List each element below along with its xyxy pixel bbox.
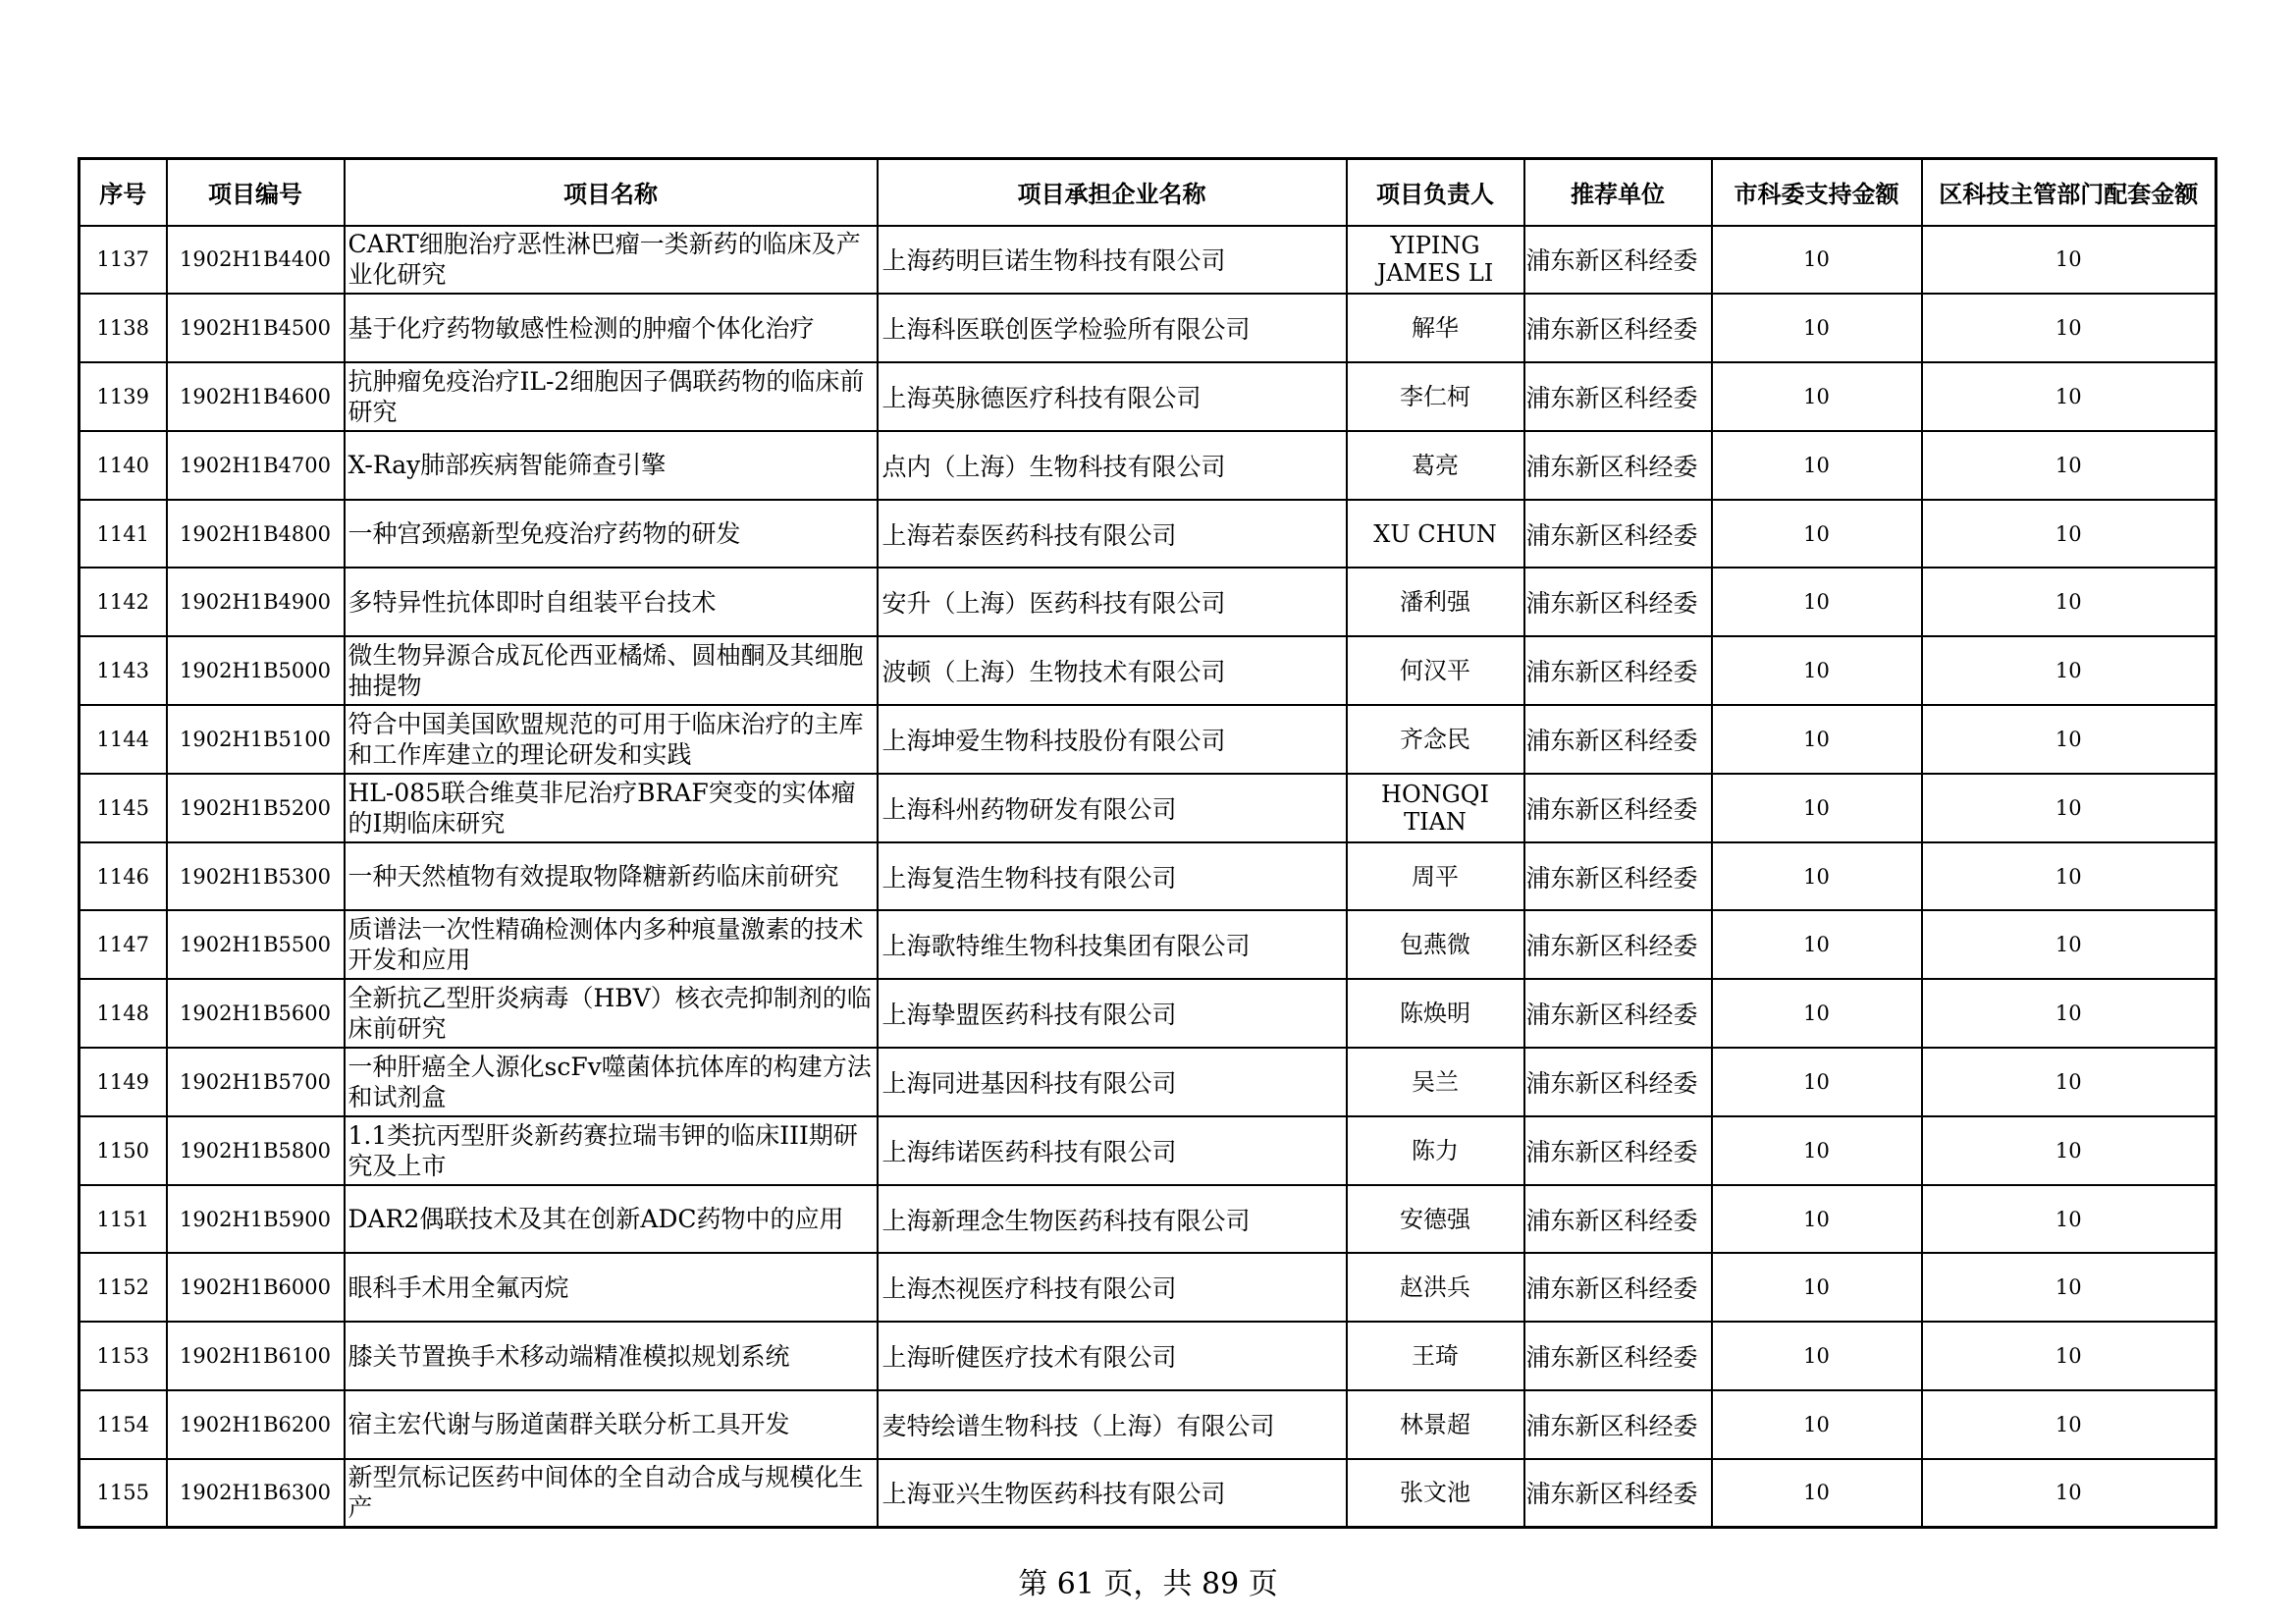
project-leader: 周平 xyxy=(1347,842,1524,911)
project-leader: 葛亮 xyxy=(1347,431,1524,500)
table-row xyxy=(80,705,2216,774)
district-matching-amount: 10 xyxy=(1922,910,2216,979)
company-name: 上海英脉德医疗科技有限公司 xyxy=(878,362,1347,431)
header-cell: 项目名称 xyxy=(345,159,878,226)
company-name: 上海坤爱生物科技股份有限公司 xyxy=(878,705,1347,774)
row-number: 1149 xyxy=(80,1048,167,1116)
row-number: 1142 xyxy=(80,568,167,636)
project-leader: 李仁柯 xyxy=(1347,362,1524,431)
project-name: 眼科手术用全氟丙烷 xyxy=(345,1253,878,1322)
company-name: 上海复浩生物科技有限公司 xyxy=(878,842,1347,911)
row-number: 1143 xyxy=(80,636,167,705)
recommending-unit: 浦东新区科经委 xyxy=(1524,979,1712,1048)
city-support-amount: 10 xyxy=(1712,362,1922,431)
recommending-unit: 浦东新区科经委 xyxy=(1524,705,1712,774)
company-name: 上海歌特维生物科技集团有限公司 xyxy=(878,910,1347,979)
recommending-unit: 浦东新区科经委 xyxy=(1524,774,1712,842)
table-row xyxy=(80,910,2216,979)
recommending-unit: 浦东新区科经委 xyxy=(1524,1185,1712,1254)
city-support-amount: 10 xyxy=(1712,774,1922,842)
project-code: 1902H1B5200 xyxy=(167,774,345,842)
company-name: 上海亚兴生物医药科技有限公司 xyxy=(878,1459,1347,1528)
city-support-amount: 10 xyxy=(1712,910,1922,979)
project-code: 1902H1B5000 xyxy=(167,636,345,705)
city-support-amount: 10 xyxy=(1712,1322,1922,1390)
table-row xyxy=(80,636,2216,705)
table-row xyxy=(80,1322,2216,1390)
city-support-amount: 10 xyxy=(1712,636,1922,705)
project-code: 1902H1B4800 xyxy=(167,500,345,568)
row-number: 1152 xyxy=(80,1253,167,1322)
project-leader: 陈力 xyxy=(1347,1116,1524,1185)
recommending-unit: 浦东新区科经委 xyxy=(1524,910,1712,979)
table-row xyxy=(80,500,2216,568)
table-row xyxy=(80,568,2216,636)
row-number: 1141 xyxy=(80,500,167,568)
table-row xyxy=(80,1048,2216,1116)
row-number: 1155 xyxy=(80,1459,167,1528)
row-number: 1139 xyxy=(80,362,167,431)
header-cell: 项目负责人 xyxy=(1347,159,1524,226)
row-number: 1146 xyxy=(80,842,167,911)
row-number: 1145 xyxy=(80,774,167,842)
project-name: CART细胞治疗恶性淋巴瘤一类新药的临床及产业化研究 xyxy=(345,226,878,295)
project-leader: 王琦 xyxy=(1347,1322,1524,1390)
project-name: X-Ray肺部疾病智能筛查引擎 xyxy=(345,431,878,500)
row-number: 1153 xyxy=(80,1322,167,1390)
district-matching-amount: 10 xyxy=(1922,1322,2216,1390)
city-support-amount: 10 xyxy=(1712,1253,1922,1322)
table-row xyxy=(80,226,2216,295)
row-number: 1144 xyxy=(80,705,167,774)
city-support-amount: 10 xyxy=(1712,1390,1922,1459)
row-number: 1140 xyxy=(80,431,167,500)
project-name: 膝关节置换手术移动端精准模拟规划系统 xyxy=(345,1322,878,1390)
district-matching-amount: 10 xyxy=(1922,294,2216,362)
city-support-amount: 10 xyxy=(1712,568,1922,636)
recommending-unit: 浦东新区科经委 xyxy=(1524,431,1712,500)
district-matching-amount: 10 xyxy=(1922,636,2216,705)
project-code: 1902H1B4700 xyxy=(167,431,345,500)
district-matching-amount: 10 xyxy=(1922,1185,2216,1254)
company-name: 上海若泰医药科技有限公司 xyxy=(878,500,1347,568)
table-row xyxy=(80,1185,2216,1254)
city-support-amount: 10 xyxy=(1712,500,1922,568)
company-name: 麦特绘谱生物科技（上海）有限公司 xyxy=(878,1390,1347,1459)
recommending-unit: 浦东新区科经委 xyxy=(1524,568,1712,636)
recommending-unit: 浦东新区科经委 xyxy=(1524,1459,1712,1528)
company-name: 上海昕健医疗技术有限公司 xyxy=(878,1322,1347,1390)
project-name: 一种肝癌全人源化scFv噬菌体抗体库的构建方法和试剂盒 xyxy=(345,1048,878,1116)
project-name: 基于化疗药物敏感性检测的肿瘤个体化治疗 xyxy=(345,294,878,362)
project-name: 多特异性抗体即时自组装平台技术 xyxy=(345,568,878,636)
city-support-amount: 10 xyxy=(1712,1048,1922,1116)
district-matching-amount: 10 xyxy=(1922,705,2216,774)
project-code: 1902H1B4500 xyxy=(167,294,345,362)
company-name: 上海药明巨诺生物科技有限公司 xyxy=(878,226,1347,295)
district-matching-amount: 10 xyxy=(1922,362,2216,431)
row-number: 1151 xyxy=(80,1185,167,1254)
table-row xyxy=(80,1116,2216,1185)
district-matching-amount: 10 xyxy=(1922,1116,2216,1185)
recommending-unit: 浦东新区科经委 xyxy=(1524,500,1712,568)
district-matching-amount: 10 xyxy=(1922,1048,2216,1116)
table-row xyxy=(80,1390,2216,1459)
project-code: 1902H1B6000 xyxy=(167,1253,345,1322)
project-name: 质谱法一次性精确检测体内多种痕量激素的技术开发和应用 xyxy=(345,910,878,979)
project-code: 1902H1B5800 xyxy=(167,1116,345,1185)
header-cell: 推荐单位 xyxy=(1524,159,1712,226)
project-leader: 张文池 xyxy=(1347,1459,1524,1528)
recommending-unit: 浦东新区科经委 xyxy=(1524,294,1712,362)
header-cell: 项目承担企业名称 xyxy=(878,159,1347,226)
city-support-amount: 10 xyxy=(1712,979,1922,1048)
table-row xyxy=(80,979,2216,1048)
project-name: DAR2偶联技术及其在创新ADC药物中的应用 xyxy=(345,1185,878,1254)
project-name: HL-085联合维莫非尼治疗BRAF突变的实体瘤的I期临床研究 xyxy=(345,774,878,842)
row-number: 1150 xyxy=(80,1116,167,1185)
recommending-unit: 浦东新区科经委 xyxy=(1524,1322,1712,1390)
city-support-amount: 10 xyxy=(1712,294,1922,362)
project-leader: 林景超 xyxy=(1347,1390,1524,1459)
district-matching-amount: 10 xyxy=(1922,1390,2216,1459)
project-code: 1902H1B5600 xyxy=(167,979,345,1048)
row-number: 1138 xyxy=(80,294,167,362)
city-support-amount: 10 xyxy=(1712,431,1922,500)
district-matching-amount: 10 xyxy=(1922,774,2216,842)
project-name: 1.1类抗丙型肝炎新药赛拉瑞韦钾的临床III期研究及上市 xyxy=(345,1116,878,1185)
project-leader: 潘利强 xyxy=(1347,568,1524,636)
project-leader: 吴兰 xyxy=(1347,1048,1524,1116)
header-cell: 区科技主管部门配套金额 xyxy=(1922,159,2216,226)
header-cell: 市科委支持金额 xyxy=(1712,159,1922,226)
district-matching-amount: 10 xyxy=(1922,1459,2216,1528)
company-name: 点内（上海）生物科技有限公司 xyxy=(878,431,1347,500)
district-matching-amount: 10 xyxy=(1922,842,2216,911)
project-code: 1902H1B6200 xyxy=(167,1390,345,1459)
project-leader: 齐念民 xyxy=(1347,705,1524,774)
project-code: 1902H1B5300 xyxy=(167,842,345,911)
district-matching-amount: 10 xyxy=(1922,1253,2216,1322)
company-name: 上海挚盟医药科技有限公司 xyxy=(878,979,1347,1048)
row-number: 1137 xyxy=(80,226,167,295)
district-matching-amount: 10 xyxy=(1922,568,2216,636)
project-leader: 何汉平 xyxy=(1347,636,1524,705)
table-body xyxy=(80,226,2216,1528)
project-name: 微生物异源合成瓦伦西亚橘烯、圆柚酮及其细胞抽提物 xyxy=(345,636,878,705)
city-support-amount: 10 xyxy=(1712,1116,1922,1185)
recommending-unit: 浦东新区科经委 xyxy=(1524,636,1712,705)
city-support-amount: 10 xyxy=(1712,1185,1922,1254)
project-table xyxy=(78,157,2217,1529)
header-cell: 项目编号 xyxy=(167,159,345,226)
project-code: 1902H1B5700 xyxy=(167,1048,345,1116)
recommending-unit: 浦东新区科经委 xyxy=(1524,226,1712,295)
page-number: 第 61 页，共 89 页 xyxy=(1018,1567,1278,1601)
table-row xyxy=(80,362,2216,431)
project-code: 1902H1B6300 xyxy=(167,1459,345,1528)
project-code: 1902H1B4400 xyxy=(167,226,345,295)
table-row xyxy=(80,774,2216,842)
project-code: 1902H1B4900 xyxy=(167,568,345,636)
project-name: 抗肿瘤免疫治疗IL-2细胞因子偶联药物的临床前研究 xyxy=(345,362,878,431)
city-support-amount: 10 xyxy=(1712,705,1922,774)
district-matching-amount: 10 xyxy=(1922,226,2216,295)
project-name: 一种宫颈癌新型免疫治疗药物的研发 xyxy=(345,500,878,568)
project-code: 1902H1B4600 xyxy=(167,362,345,431)
project-name: 符合中国美国欧盟规范的可用于临床治疗的主库和工作库建立的理论研发和实践 xyxy=(345,705,878,774)
company-name: 上海新理念生物医药科技有限公司 xyxy=(878,1185,1347,1254)
table-row xyxy=(80,842,2216,911)
district-matching-amount: 10 xyxy=(1922,431,2216,500)
project-name: 一种天然植物有效提取物降糖新药临床前研究 xyxy=(345,842,878,911)
recommending-unit: 浦东新区科经委 xyxy=(1524,1390,1712,1459)
project-leader: HONGQI TIAN xyxy=(1347,774,1524,842)
company-name: 上海科州药物研发有限公司 xyxy=(878,774,1347,842)
project-leader: 包燕微 xyxy=(1347,910,1524,979)
project-code: 1902H1B5100 xyxy=(167,705,345,774)
project-name: 全新抗乙型肝炎病毒（HBV）核衣壳抑制剂的临床前研究 xyxy=(345,979,878,1048)
company-name: 安升（上海）医药科技有限公司 xyxy=(878,568,1347,636)
city-support-amount: 10 xyxy=(1712,226,1922,295)
table-row xyxy=(80,1253,2216,1322)
table-row xyxy=(80,431,2216,500)
recommending-unit: 浦东新区科经委 xyxy=(1524,1116,1712,1185)
city-support-amount: 10 xyxy=(1712,1459,1922,1528)
project-name: 新型氘标记医药中间体的全自动合成与规模化生产 xyxy=(345,1459,878,1528)
project-leader: 赵洪兵 xyxy=(1347,1253,1524,1322)
row-number: 1154 xyxy=(80,1390,167,1459)
row-number: 1148 xyxy=(80,979,167,1048)
row-number: 1147 xyxy=(80,910,167,979)
project-leader: YIPING JAMES LI xyxy=(1347,226,1524,295)
recommending-unit: 浦东新区科经委 xyxy=(1524,1253,1712,1322)
city-support-amount: 10 xyxy=(1712,842,1922,911)
recommending-unit: 浦东新区科经委 xyxy=(1524,362,1712,431)
company-name: 上海纬诺医药科技有限公司 xyxy=(878,1116,1347,1185)
project-leader: XU CHUN xyxy=(1347,500,1524,568)
company-name: 上海同进基因科技有限公司 xyxy=(878,1048,1347,1116)
header-cell: 序号 xyxy=(80,159,167,226)
project-code: 1902H1B5900 xyxy=(167,1185,345,1254)
table-row xyxy=(80,294,2216,362)
table-row xyxy=(80,1459,2216,1528)
project-leader: 解华 xyxy=(1347,294,1524,362)
project-leader: 陈焕明 xyxy=(1347,979,1524,1048)
company-name: 上海科医联创医学检验所有限公司 xyxy=(878,294,1347,362)
company-name: 上海杰视医疗科技有限公司 xyxy=(878,1253,1347,1322)
project-leader: 安德强 xyxy=(1347,1185,1524,1254)
district-matching-amount: 10 xyxy=(1922,979,2216,1048)
district-matching-amount: 10 xyxy=(1922,500,2216,568)
company-name: 波顿（上海）生物技术有限公司 xyxy=(878,636,1347,705)
recommending-unit: 浦东新区科经委 xyxy=(1524,1048,1712,1116)
project-name: 宿主宏代谢与肠道菌群关联分析工具开发 xyxy=(345,1390,878,1459)
project-code: 1902H1B6100 xyxy=(167,1322,345,1390)
project-code: 1902H1B5500 xyxy=(167,910,345,979)
header-row xyxy=(80,159,2216,226)
recommending-unit: 浦东新区科经委 xyxy=(1524,842,1712,911)
